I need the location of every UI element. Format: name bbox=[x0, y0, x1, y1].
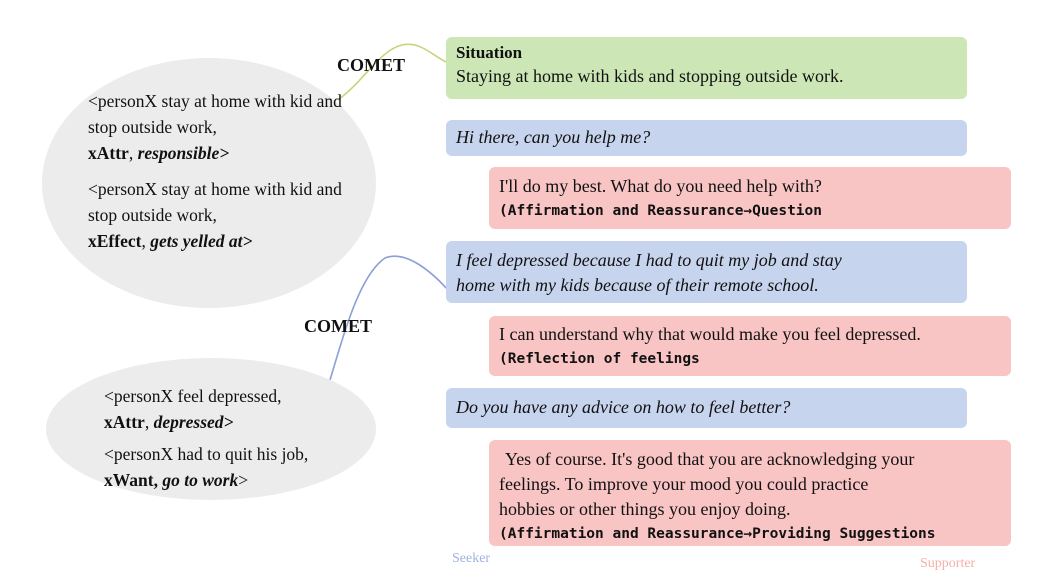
seeker-message: I feel depressed because I had to quit my job and stay home with my kids because of their remote school. bbox=[446, 241, 967, 303]
knowledge-item: <personX stay at home with kid and stop outside work, xEffect, gets yelled at> bbox=[88, 179, 342, 251]
comet-label-top: COMET bbox=[337, 55, 406, 75]
strategy-label: (Affirmation and Reassurance→Question bbox=[499, 203, 823, 219]
legend-supporter: Supporter bbox=[920, 556, 976, 571]
knowledge-text-bottom bbox=[104, 383, 364, 493]
strategy-label: (Reflection of feelings bbox=[499, 351, 700, 367]
supporter-message: I'll do my best. What do you need help with? (Affirmation and Reassurance→Question bbox=[489, 167, 1011, 229]
situation-box bbox=[446, 37, 967, 99]
situation-text: Staying at home with kids and stopping outside work. bbox=[456, 66, 844, 86]
supporter-message: Yes of course. It's good that you are acknowledging your feelings. To improve your mood you could practice hobbies or other things you enjoy doing. (Affirmation and Reassurance→Providing Suggestions bbox=[489, 440, 1011, 546]
supporter-message: I can understand why that would make you feel depressed. (Reflection of feelings bbox=[489, 316, 1011, 376]
comet-label-bottom: COMET bbox=[304, 316, 373, 336]
legend-seeker: Seeker bbox=[452, 551, 491, 566]
knowledge-item: <personX feel depressed, xAttr, depressed> bbox=[104, 386, 282, 432]
strategy-label: (Affirmation and Reassurance→Providing Suggestions bbox=[499, 526, 936, 542]
knowledge-item: <personX had to quit his job, xWant, go to work> bbox=[104, 444, 309, 490]
knowledge-item: <personX stay at home with kid and stop outside work, xAttr, responsible> bbox=[88, 91, 342, 163]
seeker-message: Do you have any advice on how to feel better? bbox=[446, 388, 967, 428]
seeker-message: Hi there, can you help me? bbox=[446, 120, 967, 156]
knowledge-text-top bbox=[88, 88, 348, 254]
situation-title: Situation bbox=[456, 43, 523, 62]
